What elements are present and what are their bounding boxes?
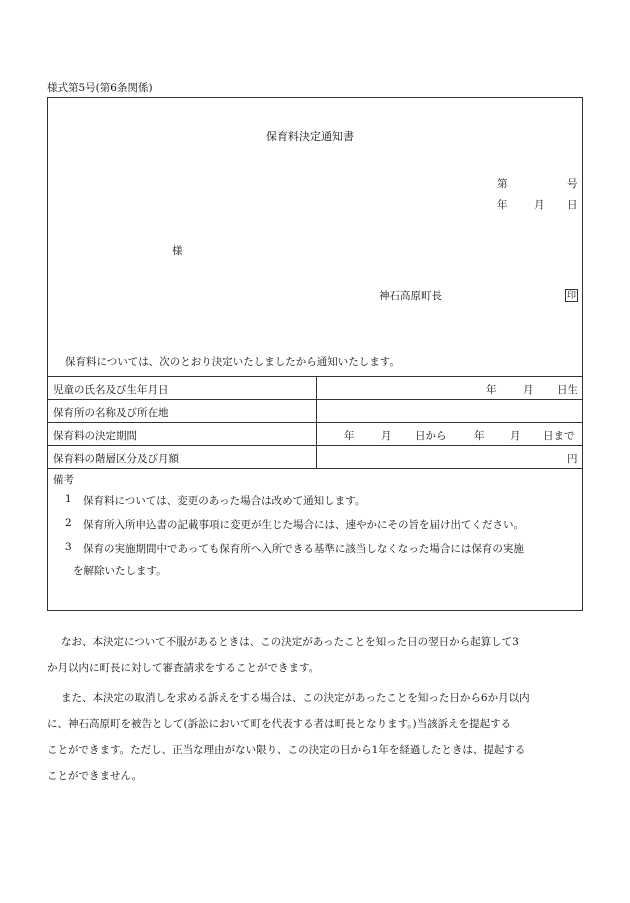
period-start-month-unit: 月 (381, 430, 392, 442)
seal-mark: 印 (566, 291, 576, 301)
remark-text: 保育の実施期間中であっても保育所へ入所できる基準に該当しなくなった場合には保育の実施 (83, 543, 524, 555)
remark-text: 保育料については、変更のあった場合は改めて通知します。 (83, 495, 366, 507)
table-row-divider (48, 422, 582, 423)
table-row-label: 保育料の階層区分及び月額 (53, 453, 179, 465)
footer-text-line: なお、本決定について不服があるときは、この決定があったことを知った日の翌日から起算して3 (61, 636, 519, 648)
remarks-heading: 備考 (53, 474, 74, 486)
footer-text-line: か月以内に町長に対して審査請求をすることができます。 (47, 662, 320, 674)
table-row-label: 児童の氏名及び生年月日 (53, 384, 169, 396)
remark-number: 3 (65, 541, 72, 553)
footer-text-line: また、本決定の取消しを求める訴えをする場合は、この決定があったことを知った日から6か月以内 (61, 692, 530, 704)
notice-form-box (47, 97, 583, 611)
date-month: 月 (534, 199, 545, 211)
doc-number-dai: 第 (497, 178, 508, 190)
remark-number: 1 (65, 493, 72, 505)
footer-text-line: に、神石高原町を被告として(訴訟において町を代表する者は町長となります。)当該訴えを提起する (47, 718, 512, 730)
remark-text-continuation: を解除いたします。 (73, 565, 167, 577)
birth-day-unit: 日生 (557, 384, 578, 396)
period-start-day-unit: 日から (415, 430, 447, 442)
table-row-label: 保育所の名称及び所在地 (53, 407, 169, 419)
remark-text: 保育所入所申込書の記載事項に変更が生じた場合には、速やかにその旨を届け出てください。 (83, 519, 524, 531)
doc-number-go: 号 (567, 178, 578, 190)
yen-unit: 円 (567, 453, 578, 465)
footer-text-line: ことができます。ただし、正当な理由がない限り、この決定の日から1年を経過したときは、提起する (47, 744, 526, 756)
table-top-border (48, 376, 582, 377)
table-row-divider (48, 445, 582, 446)
date-day: 日 (567, 199, 578, 211)
form-label: 様式第5号(第6条関係) (47, 82, 153, 94)
remark-number: 2 (65, 517, 72, 529)
table-row-divider (48, 399, 582, 400)
footer-text-line: ことができません。 (47, 770, 143, 782)
period-end-year-unit: 年 (474, 430, 485, 442)
issuer-name: 神石高原町長 (379, 290, 442, 302)
period-end-month-unit: 月 (510, 430, 521, 442)
document-title: 保育料決定通知書 (266, 130, 354, 143)
period-end-day-unit: 日まで (543, 430, 575, 442)
table-row-label: 保育料の決定期間 (53, 430, 137, 442)
table-bottom-border (48, 468, 582, 469)
table-column-divider (316, 376, 317, 468)
addressee-suffix: 様 (172, 245, 183, 257)
birth-year-unit: 年 (486, 384, 497, 396)
period-start-year-unit: 年 (344, 430, 355, 442)
birth-month-unit: 月 (523, 384, 534, 396)
intro-text: 保育料については、次のとおり決定いたしましたから通知いたします。 (65, 356, 400, 368)
date-year: 年 (497, 199, 508, 211)
